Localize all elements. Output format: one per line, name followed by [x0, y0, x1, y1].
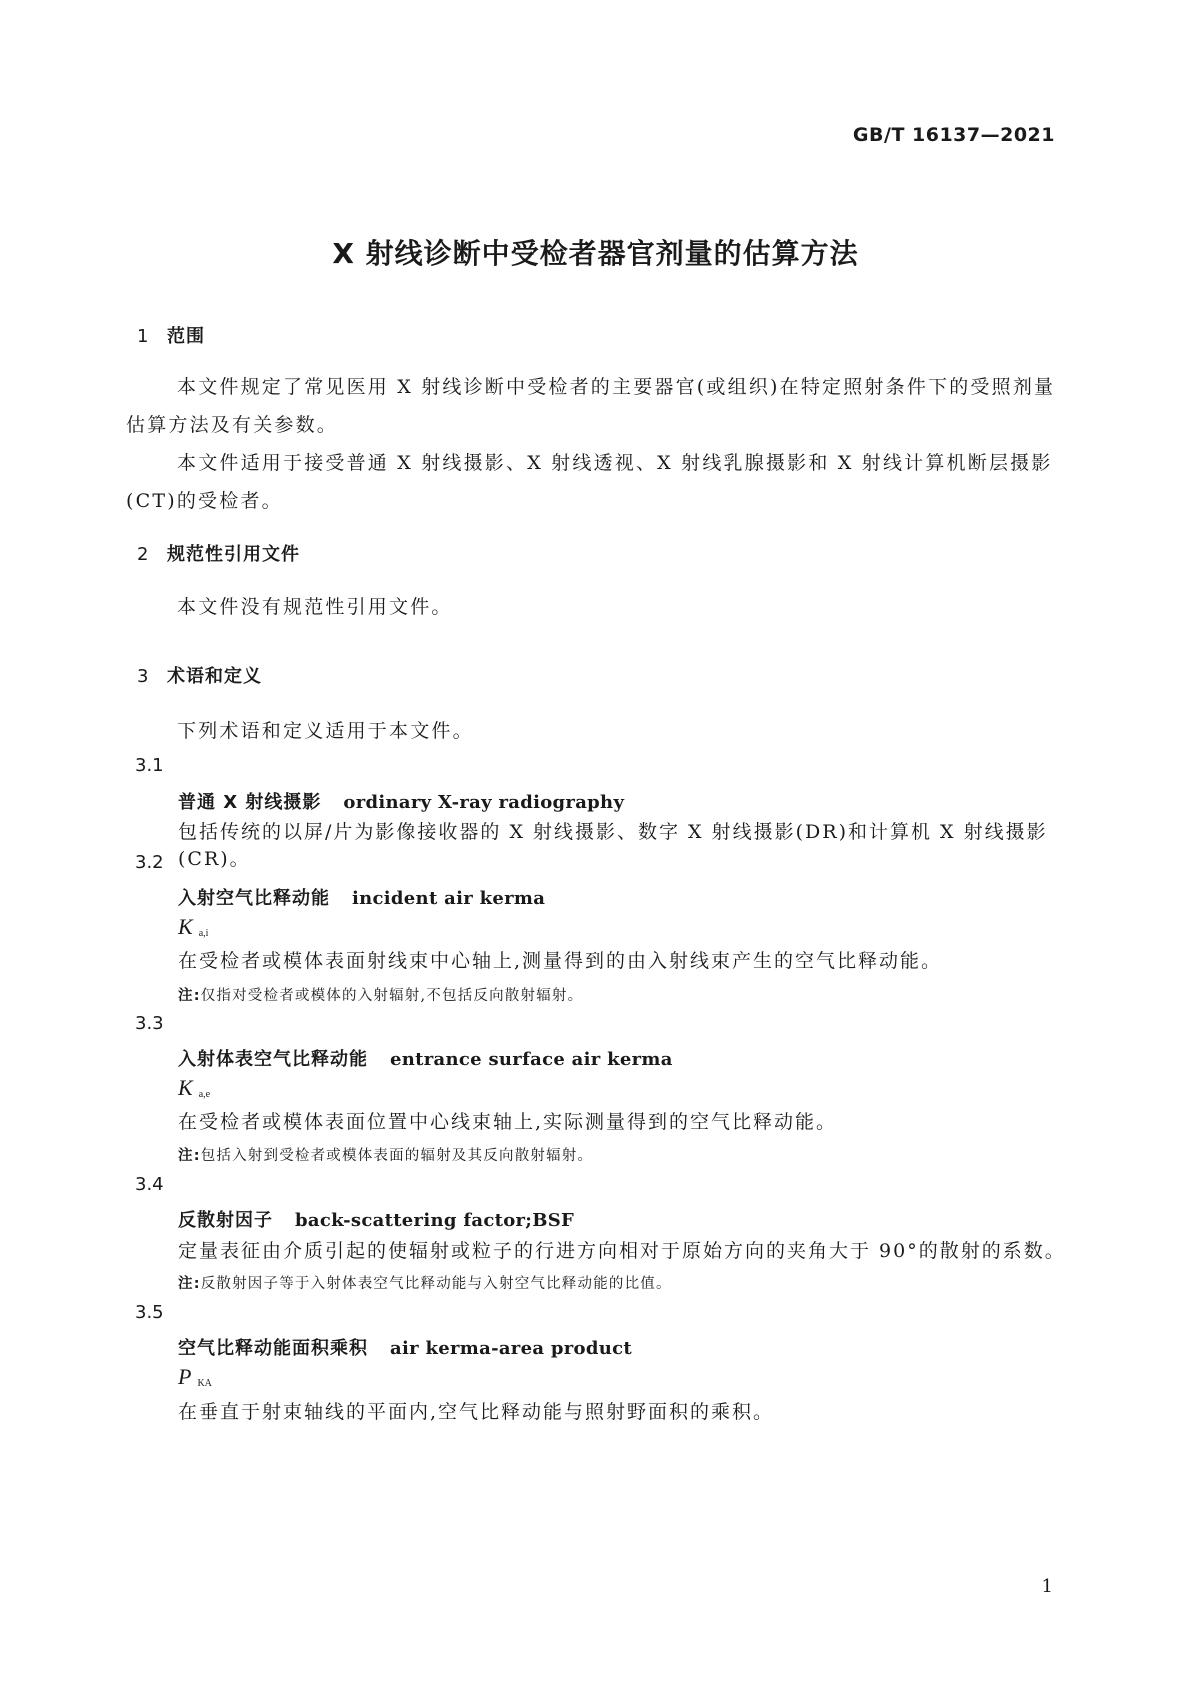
- term-number: 3.3: [135, 1013, 164, 1034]
- term-heading: [178, 788, 624, 814]
- term-symbol: [178, 914, 208, 940]
- symbol-letter: P: [178, 1364, 192, 1389]
- note-label: 注:: [178, 1276, 201, 1292]
- note-text: 包括入射到受检者或模体表面的辐射及其反向散射辐射。: [200, 1148, 594, 1164]
- section-title: 范围: [167, 326, 205, 347]
- term-definition: 在受检者或模体表面位置中心线束轴上,实际测量得到的空气比释动能。: [178, 1111, 838, 1133]
- section-heading-scope: [137, 322, 205, 348]
- note-text: 仅指对受检者或模体的入射辐射,不包括反向散射辐射。: [200, 988, 584, 1004]
- term-heading: [178, 1334, 632, 1360]
- term-definition: 在垂直于射束轴线的平面内,空气比释动能与照射野面积的乘积。: [178, 1401, 775, 1423]
- term-definition: 包括传统的以屏/片为影像接收器的 X 射线摄影、数字 X 射线摄影(DR)和计算机 X 射线摄影(CR)。: [178, 821, 1048, 870]
- term-definition: 在受检者或模体表面射线束中心轴上,测量得到的由入射线束产生的空气比释动能。: [178, 950, 943, 972]
- section-heading-terms: [137, 662, 262, 688]
- term-zh: 空气比释动能面积乘积: [178, 1338, 368, 1359]
- term-en: air kerma-area product: [390, 1338, 632, 1359]
- term-number: 3.5: [135, 1302, 164, 1323]
- term-number: 3.2: [135, 852, 164, 873]
- term-zh: 入射空气比释动能: [178, 888, 330, 909]
- paragraph: 下列术语和定义适用于本文件。: [177, 720, 474, 742]
- section-title: 术语和定义: [167, 666, 262, 687]
- section-number: 3: [137, 666, 150, 687]
- term-en: incident air kerma: [352, 888, 546, 909]
- paragraph: 本文件适用于接受普通 X 射线摄影、X 射线透视、X 射线乳腺摄影和 X 射线计算机断层摄影(CT)的受检者。: [126, 452, 1053, 512]
- term-note: [178, 1144, 593, 1165]
- term-note: [178, 984, 583, 1005]
- note-label: 注:: [178, 1148, 201, 1164]
- paragraph: 本文件规定了常见医用 X 射线诊断中受检者的主要器官(或组织)在特定照射条件下的受照剂量估算方法及有关参数。: [126, 376, 1056, 436]
- symbol-subscript: a,i: [198, 928, 209, 939]
- symbol-letter: K: [178, 1075, 193, 1100]
- term-symbol: [178, 1075, 210, 1101]
- note-text: 反散射因子等于入射体表空气比释动能与入射空气比释动能的比值。: [200, 1276, 672, 1292]
- symbol-subscript: a,e: [198, 1089, 211, 1100]
- term-definition: 定量表征由介质引起的使辐射或粒子的行进方向相对于原始方向的夹角大于 90°的散射的系数。: [178, 1240, 1066, 1262]
- term-symbol: [178, 1364, 212, 1390]
- term-heading: [178, 1045, 673, 1071]
- term-en: back-scattering factor;BSF: [295, 1210, 575, 1231]
- term-number: 3.4: [135, 1174, 164, 1195]
- note-label: 注:: [178, 988, 201, 1004]
- page-number: 1: [1041, 1576, 1053, 1597]
- term-zh: 反散射因子: [178, 1210, 273, 1231]
- symbol-subscript: KA: [197, 1378, 212, 1389]
- section-number: 1: [137, 326, 150, 347]
- standard-code: GB/T 16137—2021: [852, 124, 1055, 146]
- term-en: ordinary X-ray radiography: [343, 792, 625, 813]
- term-zh: 普通 X 射线摄影: [178, 792, 322, 813]
- section-title: 规范性引用文件: [167, 544, 300, 565]
- section-number: 2: [137, 544, 150, 565]
- symbol-letter: K: [178, 914, 193, 939]
- term-zh: 入射体表空气比释动能: [178, 1049, 368, 1070]
- section-heading-normative-references: [137, 540, 300, 566]
- term-heading: [178, 1206, 574, 1232]
- document-title: X 射线诊断中受检者器官剂量的估算方法: [332, 237, 859, 270]
- term-en: entrance surface air kerma: [390, 1049, 673, 1070]
- term-heading: [178, 884, 545, 910]
- term-note: [178, 1272, 672, 1293]
- paragraph: 本文件没有规范性引用文件。: [177, 596, 453, 618]
- term-number: 3.1: [135, 755, 164, 776]
